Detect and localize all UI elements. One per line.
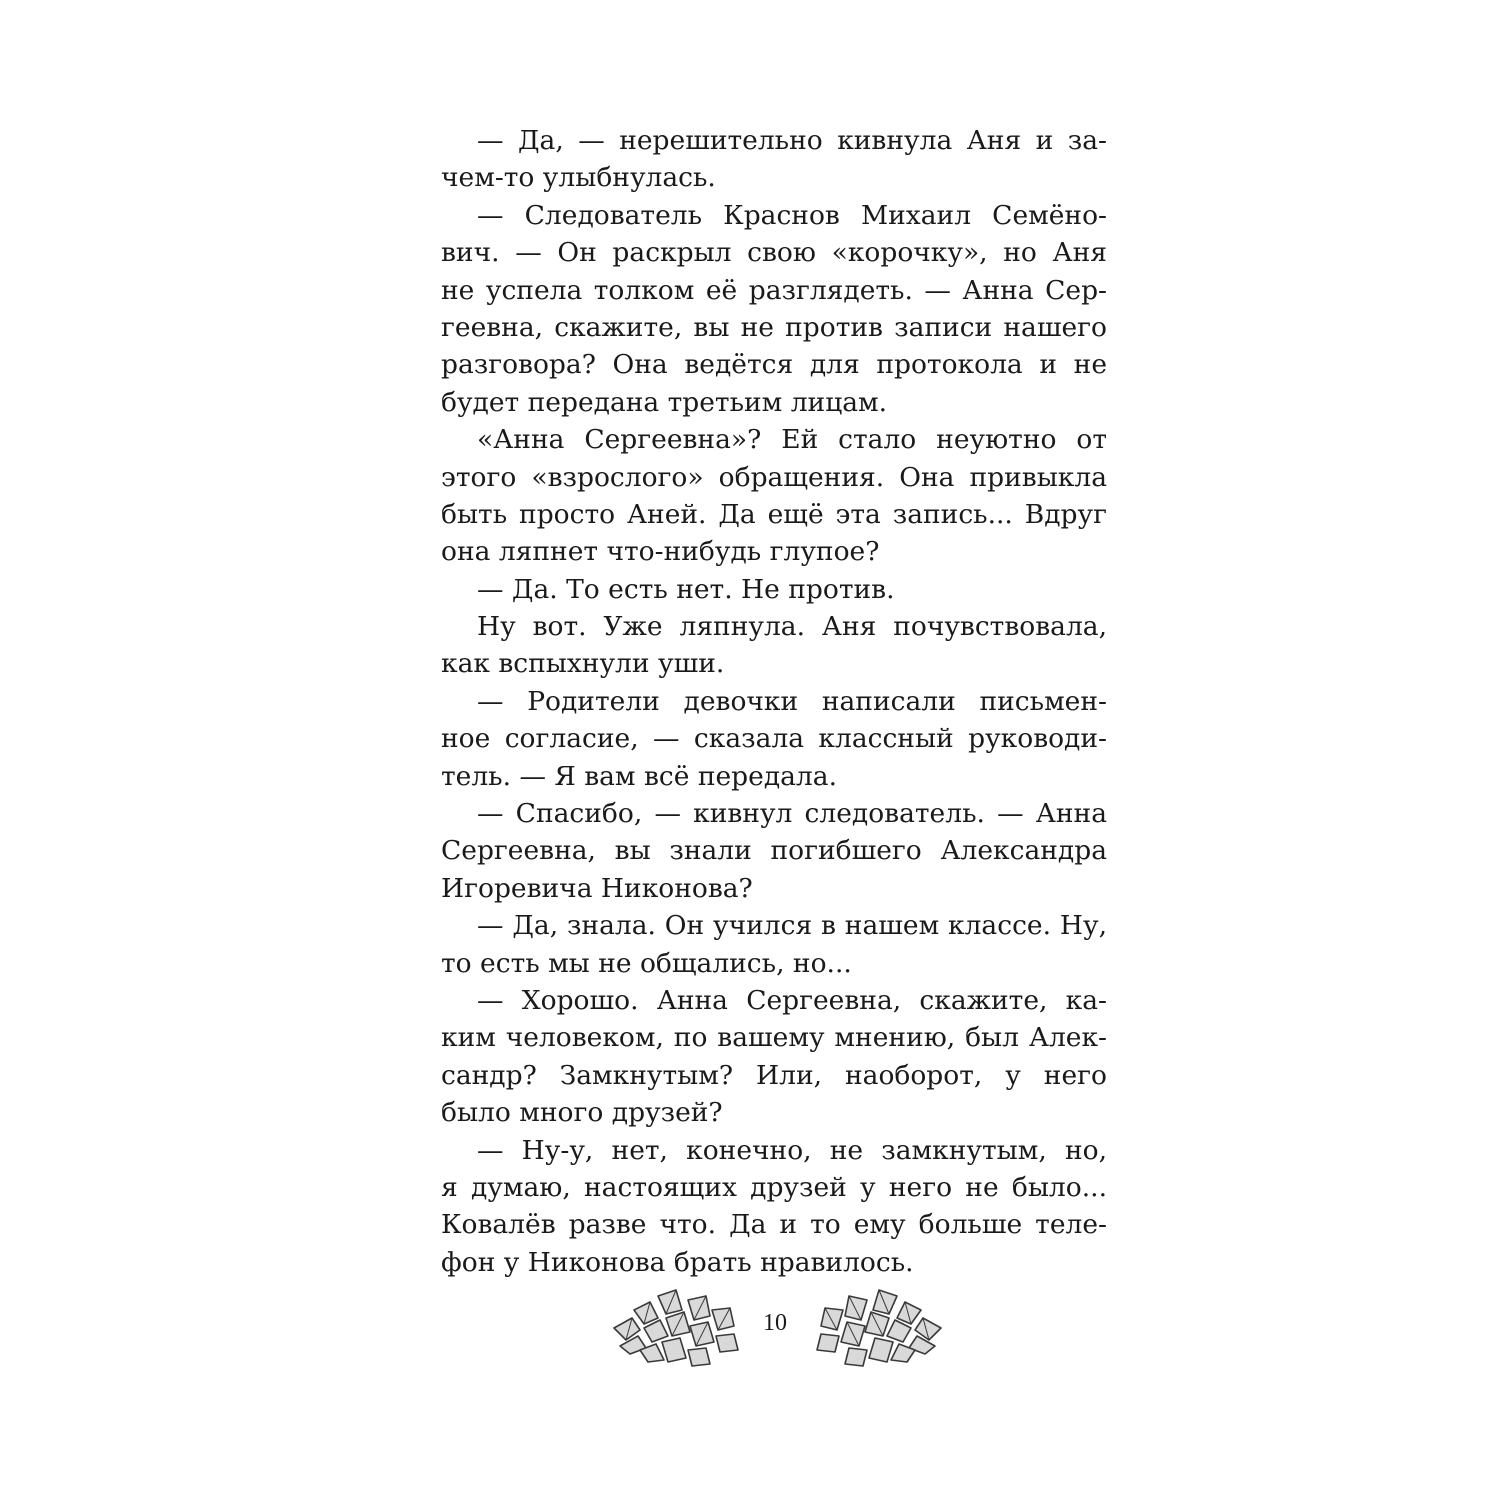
page-body (441, 122, 1107, 1281)
text-line-21: Игоревича Никонова? (441, 872, 753, 904)
text-line-11: быть просто Аней. Да ещё эта запись... Вдруг (441, 498, 1107, 530)
page-footer (0, 1288, 1500, 1368)
text-line-18: тель. — Я вам всё передала. (441, 760, 837, 792)
text-line-29: я думаю, настоящих друзей у него не было... (441, 1171, 1107, 1203)
text-line-30: Ковалёв разве что. Да и то ему больше теле- (441, 1209, 1107, 1241)
text-line-3: — Следователь Краснов Михаил Семёно- (477, 199, 1107, 231)
text-line-23: то есть мы не общались, но... (441, 947, 852, 979)
text-line-27: было много друзей? (441, 1097, 723, 1129)
text-line-26: сандр? Замкнутым? Или, наоборот, у него (441, 1059, 1107, 1091)
page-number: 10 (763, 1310, 787, 1336)
text-line-28: — Ну-у, нет, конечно, не замкнутым, но, (477, 1134, 1107, 1166)
text-line-12: она ляпнет что-нибудь глупое? (441, 536, 880, 568)
text-line-19: — Спасибо, — кивнул следователь. — Анна (477, 798, 1107, 830)
text-line-7: разговора? Она ведётся для протокола и не (441, 349, 1107, 381)
text-line-5: не успела толком её разглядеть. — Анна Сер- (441, 274, 1107, 306)
text-line-13: — Да. То есть нет. Не против. (477, 573, 895, 605)
text-line-16: — Родители девочки написали письмен- (477, 685, 1107, 717)
text-line-2: чем-то улыбнулась. (441, 162, 716, 194)
text-line-22: — Да, знала. Он учился в нашем классе. Ну, (477, 910, 1107, 942)
text-line-20: Сергеевна, вы знали погибшего Александра (441, 835, 1107, 867)
text-line-17: ное согласие, — сказала классный руководи- (441, 723, 1107, 755)
text-line-10: этого «взрослого» обращения. Она привыкла (441, 461, 1107, 493)
text-line-6: геевна, скажите, вы не против записи нашего (441, 311, 1107, 343)
crystal-cluster-icon (815, 1288, 945, 1368)
text-line-9: «Анна Сергеевна»? Ей стало неуютно от (477, 424, 1107, 456)
text-line-14: Ну вот. Уже ляпнула. Аня почувствовала, (477, 611, 1107, 643)
text-line-31: фон у Никонова брать нравилось. (441, 1246, 914, 1278)
text-line-24: — Хорошо. Анна Сергеевна, скажите, ка- (477, 984, 1107, 1016)
crystal-cluster-icon (610, 1288, 740, 1368)
text-line-1: — Да, — нерешительно кивнула Аня и за- (477, 125, 1107, 156)
text-line-25: ким человеком, по вашему мнению, был Алек- (441, 1022, 1107, 1054)
text-line-8: будет передана третьим лицам. (441, 386, 888, 418)
text-line-15: как вспыхнули уши. (441, 648, 725, 680)
text-line-4: вич. — Он раскрыл свою «корочку», но Аня (441, 237, 1107, 269)
